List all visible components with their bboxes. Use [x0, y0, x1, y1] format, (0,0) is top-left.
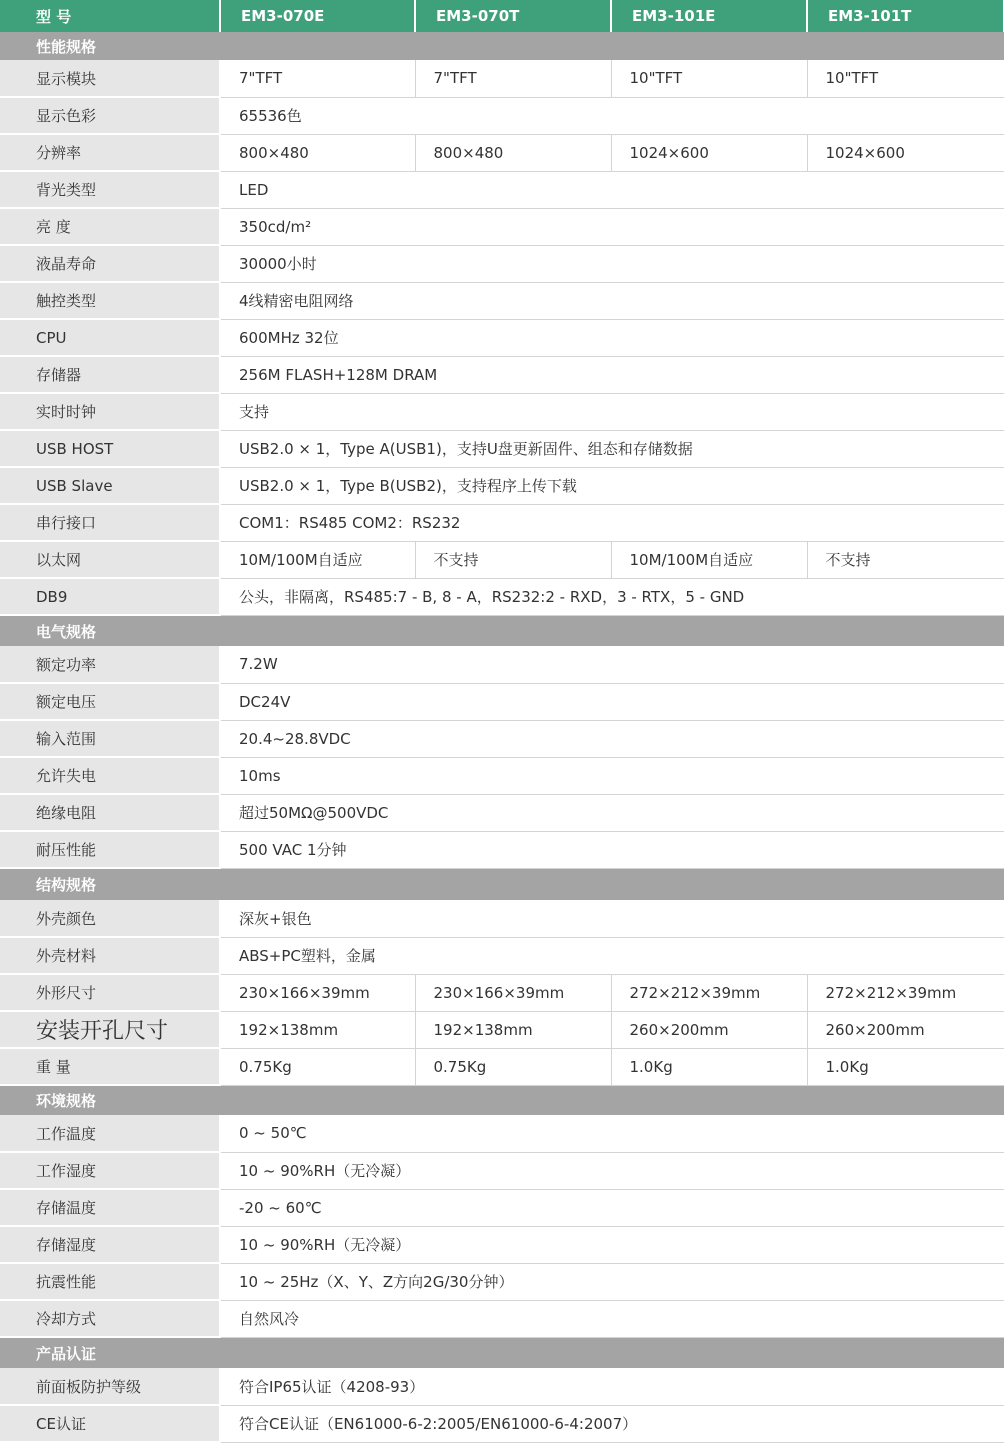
spec-label: 以太网 [0, 541, 220, 578]
spec-row [0, 282, 1004, 319]
spec-label: 背光类型 [0, 171, 220, 208]
spec-value: 260×200mm [611, 1011, 807, 1048]
section-title: 结构规格 [0, 868, 1004, 900]
spec-value: 272×212×39mm [611, 974, 807, 1011]
spec-row [0, 1189, 1004, 1226]
section-row [0, 868, 1004, 900]
spec-label: 显示模块 [0, 60, 220, 97]
spec-value: DC24V [220, 683, 1004, 720]
spec-value: 1024×600 [807, 134, 1004, 171]
spec-value: 10 ~ 90%RH（无冷凝） [220, 1152, 1004, 1189]
spec-row [0, 937, 1004, 974]
spec-value: 10"TFT [807, 60, 1004, 97]
section-row [0, 1337, 1004, 1368]
spec-value: 7"TFT [220, 60, 415, 97]
spec-value: 7"TFT [415, 60, 611, 97]
spec-value: USB2.0 × 1，Type B(USB2)，支持程序上传下载 [220, 467, 1004, 504]
spec-label: CE认证 [0, 1405, 220, 1442]
spec-label: 工作温度 [0, 1115, 220, 1152]
spec-label: USB Slave [0, 467, 220, 504]
spec-value: 230×166×39mm [415, 974, 611, 1011]
spec-label: 显示色彩 [0, 97, 220, 134]
spec-value: 1.0Kg [611, 1048, 807, 1085]
spec-row [0, 356, 1004, 393]
spec-row [0, 393, 1004, 430]
spec-label: 前面板防护等级 [0, 1368, 220, 1405]
model-name-header: EM3-070T [415, 0, 611, 32]
spec-value: 10 ~ 90%RH（无冷凝） [220, 1226, 1004, 1263]
spec-label: 冷却方式 [0, 1300, 220, 1337]
spec-row [0, 430, 1004, 467]
spec-row [0, 1226, 1004, 1263]
spec-row [0, 900, 1004, 937]
spec-value: -20 ~ 60℃ [220, 1189, 1004, 1226]
spec-row [0, 974, 1004, 1011]
spec-value: 500 VAC 1分钟 [220, 831, 1004, 868]
spec-value: 不支持 [807, 541, 1004, 578]
section-row [0, 615, 1004, 646]
spec-row [0, 1405, 1004, 1442]
spec-row [0, 60, 1004, 97]
spec-value: 支持 [220, 393, 1004, 430]
spec-value: 4线精密电阻网络 [220, 282, 1004, 319]
spec-label: 允许失电 [0, 757, 220, 794]
spec-value: 230×166×39mm [220, 974, 415, 1011]
spec-value: 自然风冷 [220, 1300, 1004, 1337]
spec-value: 30000小时 [220, 245, 1004, 282]
spec-label: 绝缘电阻 [0, 794, 220, 831]
spec-label: 抗震性能 [0, 1263, 220, 1300]
spec-label: 耐压性能 [0, 831, 220, 868]
spec-label: 外形尺寸 [0, 974, 220, 1011]
spec-row [0, 720, 1004, 757]
spec-row [0, 134, 1004, 171]
model-name-header: EM3-070E [220, 0, 415, 32]
spec-value: 600MHz 32位 [220, 319, 1004, 356]
spec-value: 20.4~28.8VDC [220, 720, 1004, 757]
spec-value: 1024×600 [611, 134, 807, 171]
spec-value: 1.0Kg [807, 1048, 1004, 1085]
header-row [0, 0, 1004, 32]
spec-value: 65536色 [220, 97, 1004, 134]
spec-row [0, 1300, 1004, 1337]
section-title: 电气规格 [0, 615, 1004, 646]
spec-value: LED [220, 171, 1004, 208]
spec-value: 350cd/m² [220, 208, 1004, 245]
spec-label: 分辨率 [0, 134, 220, 171]
spec-label: 触控类型 [0, 282, 220, 319]
section-title: 环境规格 [0, 1085, 1004, 1115]
spec-row [0, 578, 1004, 615]
spec-value: 7.2W [220, 646, 1004, 683]
section-row [0, 1085, 1004, 1115]
spec-value: 深灰+银色 [220, 900, 1004, 937]
model-name-header: EM3-101T [807, 0, 1004, 32]
spec-label: 存储器 [0, 356, 220, 393]
spec-row [0, 319, 1004, 356]
spec-row [0, 794, 1004, 831]
model-name-header: EM3-101E [611, 0, 807, 32]
spec-label: 存储湿度 [0, 1226, 220, 1263]
spec-row [0, 831, 1004, 868]
spec-row [0, 1152, 1004, 1189]
spec-value: 10"TFT [611, 60, 807, 97]
spec-row [0, 97, 1004, 134]
spec-value: 0 ~ 50℃ [220, 1115, 1004, 1152]
spec-label: 工作湿度 [0, 1152, 220, 1189]
model-column-header: 型 号 [0, 0, 220, 32]
spec-row [0, 1115, 1004, 1152]
section-title: 性能规格 [0, 32, 1004, 60]
spec-row [0, 541, 1004, 578]
spec-value: 符合IP65认证（4208-93） [220, 1368, 1004, 1405]
spec-label: 外壳材料 [0, 937, 220, 974]
spec-label: 输入范围 [0, 720, 220, 757]
spec-value: 800×480 [220, 134, 415, 171]
spec-row [0, 467, 1004, 504]
spec-label: 实时时钟 [0, 393, 220, 430]
spec-label: 安装开孔尺寸 [0, 1011, 220, 1048]
spec-label: USB HOST [0, 430, 220, 467]
spec-row [0, 1011, 1004, 1048]
spec-row [0, 1048, 1004, 1085]
spec-label: DB9 [0, 578, 220, 615]
spec-label: 额定电压 [0, 683, 220, 720]
spec-label: 串行接口 [0, 504, 220, 541]
spec-value: 260×200mm [807, 1011, 1004, 1048]
spec-row [0, 208, 1004, 245]
spec-value: 272×212×39mm [807, 974, 1004, 1011]
spec-label: 外壳颜色 [0, 900, 220, 937]
spec-value: 192×138mm [415, 1011, 611, 1048]
spec-row [0, 1263, 1004, 1300]
spec-body [0, 32, 1004, 1442]
spec-row [0, 1368, 1004, 1405]
spec-label: 重 量 [0, 1048, 220, 1085]
spec-value: 不支持 [415, 541, 611, 578]
section-title: 产品认证 [0, 1337, 1004, 1368]
spec-value: ABS+PC塑料，金属 [220, 937, 1004, 974]
spec-value: 192×138mm [220, 1011, 415, 1048]
spec-value: USB2.0 × 1，Type A(USB1)，支持U盘更新固件、组态和存储数据 [220, 430, 1004, 467]
spec-value: 800×480 [415, 134, 611, 171]
spec-label: 额定功率 [0, 646, 220, 683]
spec-value: 公头，非隔离，RS485:7 - B, 8 - A，RS232:2 - RXD，3 - RTX，5 - GND [220, 578, 1004, 615]
spec-row [0, 504, 1004, 541]
spec-value: 超过50MΩ@500VDC [220, 794, 1004, 831]
spec-row [0, 683, 1004, 720]
spec-label: 亮 度 [0, 208, 220, 245]
spec-label: CPU [0, 319, 220, 356]
spec-label: 液晶寿命 [0, 245, 220, 282]
spec-value: COM1：RS485 COM2：RS232 [220, 504, 1004, 541]
spec-label: 存储温度 [0, 1189, 220, 1226]
spec-value: 10 ~ 25Hz（X、Y、Z方向2G/30分钟） [220, 1263, 1004, 1300]
spec-value: 10M/100M自适应 [611, 541, 807, 578]
spec-value: 符合CE认证（EN61000-6-2:2005/EN61000-6-4:2007） [220, 1405, 1004, 1442]
spec-value: 10ms [220, 757, 1004, 794]
spec-value: 10M/100M自适应 [220, 541, 415, 578]
spec-value: 0.75Kg [220, 1048, 415, 1085]
spec-row [0, 171, 1004, 208]
spec-row [0, 757, 1004, 794]
spec-row [0, 646, 1004, 683]
section-row [0, 32, 1004, 60]
spec-value: 256M FLASH+128M DRAM [220, 356, 1004, 393]
spec-row [0, 245, 1004, 282]
spec-value: 0.75Kg [415, 1048, 611, 1085]
